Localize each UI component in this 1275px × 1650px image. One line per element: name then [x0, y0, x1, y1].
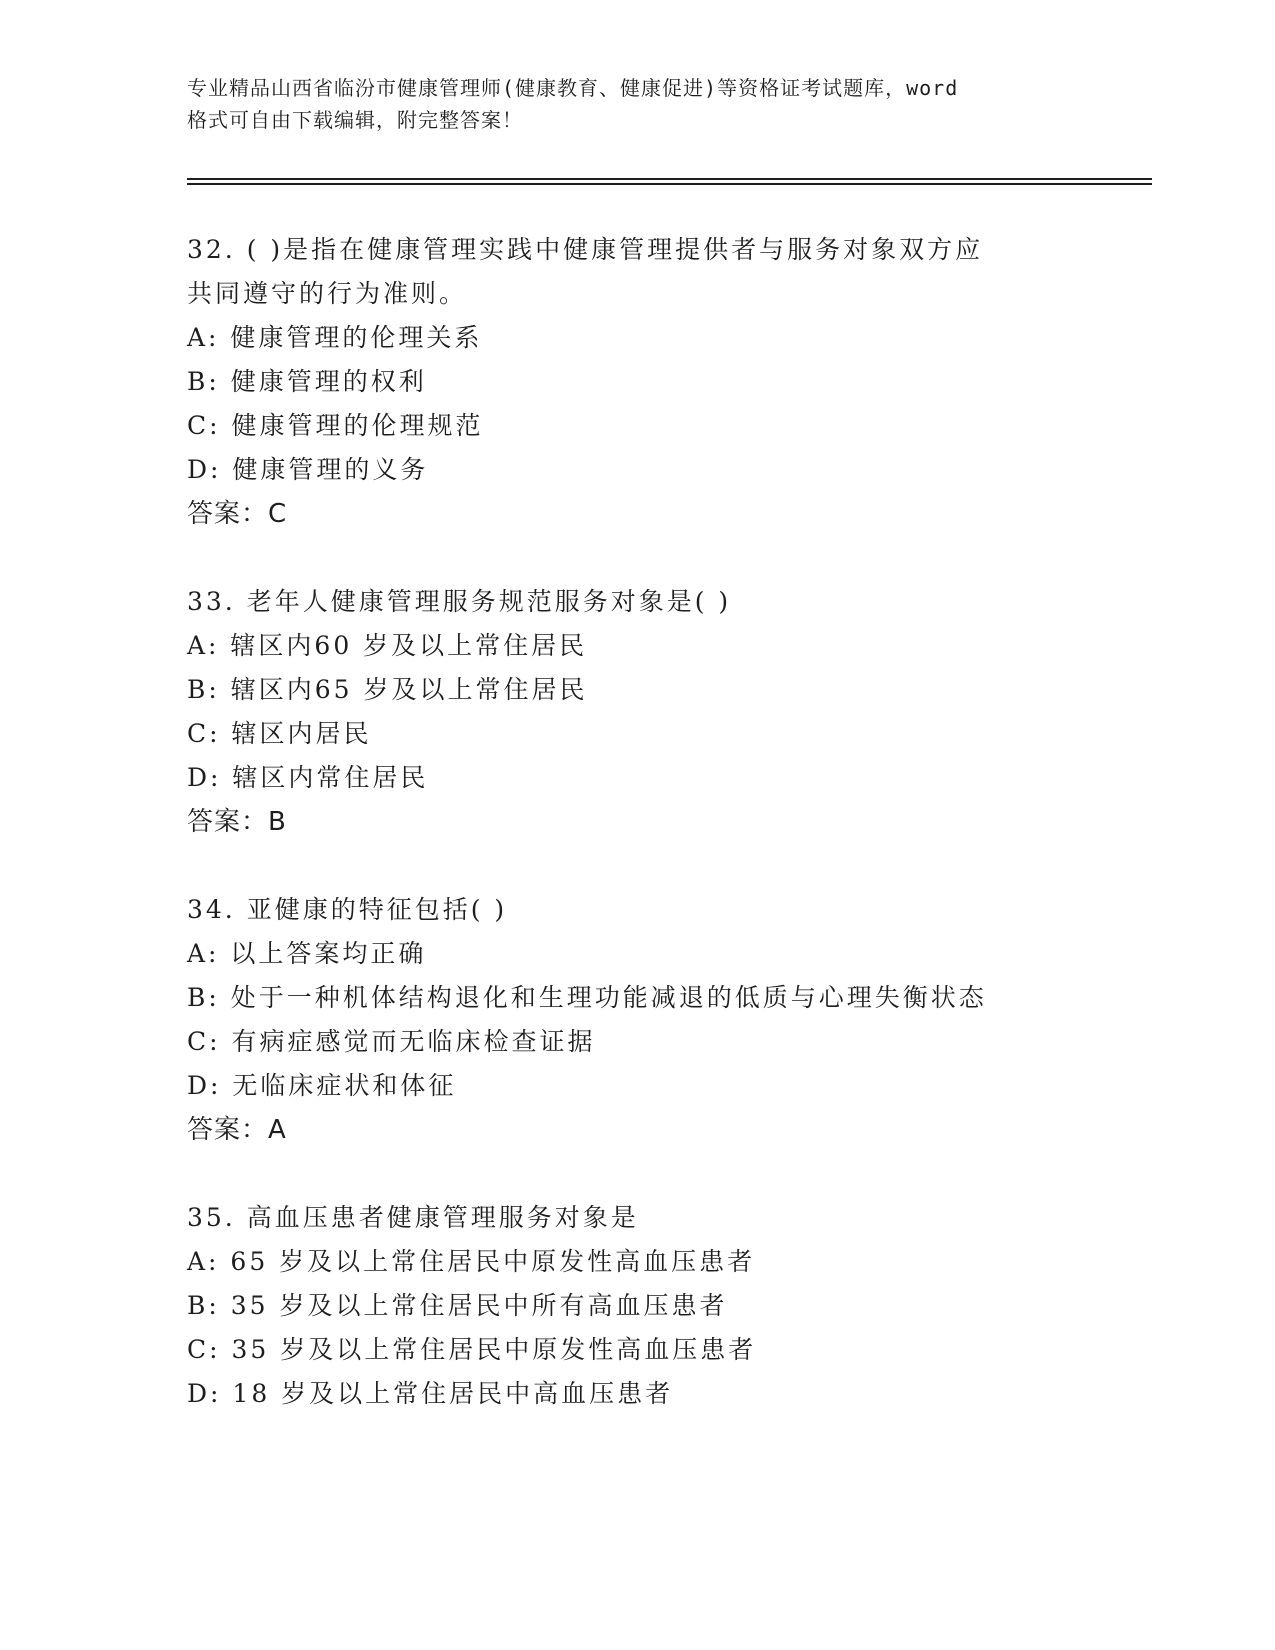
header-divider-bottom: [187, 183, 1152, 185]
question-34-answer: 答案：A: [187, 1115, 287, 1145]
question-34-stem: 34. 亚健康的特征包括( ): [187, 895, 508, 924]
question-32-option-a: A: 健康管理的伦理关系: [187, 323, 483, 352]
question-32-stem-line-1: 32. ( )是指在健康管理实践中健康管理提供者与服务对象双方应: [187, 235, 984, 264]
question-33-answer: 答案：B: [187, 807, 287, 837]
question-32-answer: 答案：C: [187, 499, 288, 529]
question-32-option-c: C: 健康管理的伦理规范: [187, 411, 484, 440]
question-33-stem: 33. 老年人健康管理服务规范服务对象是( ): [187, 587, 732, 616]
question-34-option-d: D: 无临床症状和体征: [187, 1071, 457, 1100]
question-35-option-a: A: 65 岁及以上常住居民中原发性高血压患者: [187, 1247, 756, 1276]
document-header: [187, 72, 1087, 136]
question-35-option-d: D: 18 岁及以上常住居民中高血压患者: [187, 1379, 674, 1408]
header-divider-top: [187, 178, 1152, 180]
question-32-stem-line-2: 共同遵守的行为准则。: [187, 279, 468, 308]
header-line-1: 专业精品山西省临汾市健康管理师(健康教育、健康促进)等资格证考试题库，word: [187, 76, 959, 100]
question-32-option-d: D: 健康管理的义务: [187, 455, 429, 484]
question-32-option-b: B: 健康管理的权利: [187, 367, 427, 396]
question-34-option-a: A: 以上答案均正确: [187, 939, 427, 968]
question-33-option-d: D: 辖区内常住居民: [187, 763, 429, 792]
question-34-option-c: C: 有病症感觉而无临床检查证据: [187, 1027, 596, 1056]
question-34-option-b: B: 处于一种机体结构退化和生理功能减退的低质与心理失衡状态: [187, 983, 987, 1012]
question-35-option-c: C: 35 岁及以上常住居民中原发性高血压患者: [187, 1335, 757, 1364]
question-33-option-a: A: 辖区内60 岁及以上常住居民: [187, 631, 588, 660]
question-35-stem: 35. 高血压患者健康管理服务对象是: [187, 1203, 639, 1232]
header-line-2: 格式可自由下载编辑，附完整答案！: [187, 108, 523, 132]
question-35-option-b: B: 35 岁及以上常住居民中所有高血压患者: [187, 1291, 728, 1320]
question-33-option-b: B: 辖区内65 岁及以上常住居民: [187, 675, 588, 704]
question-33-option-c: C: 辖区内居民: [187, 719, 372, 748]
